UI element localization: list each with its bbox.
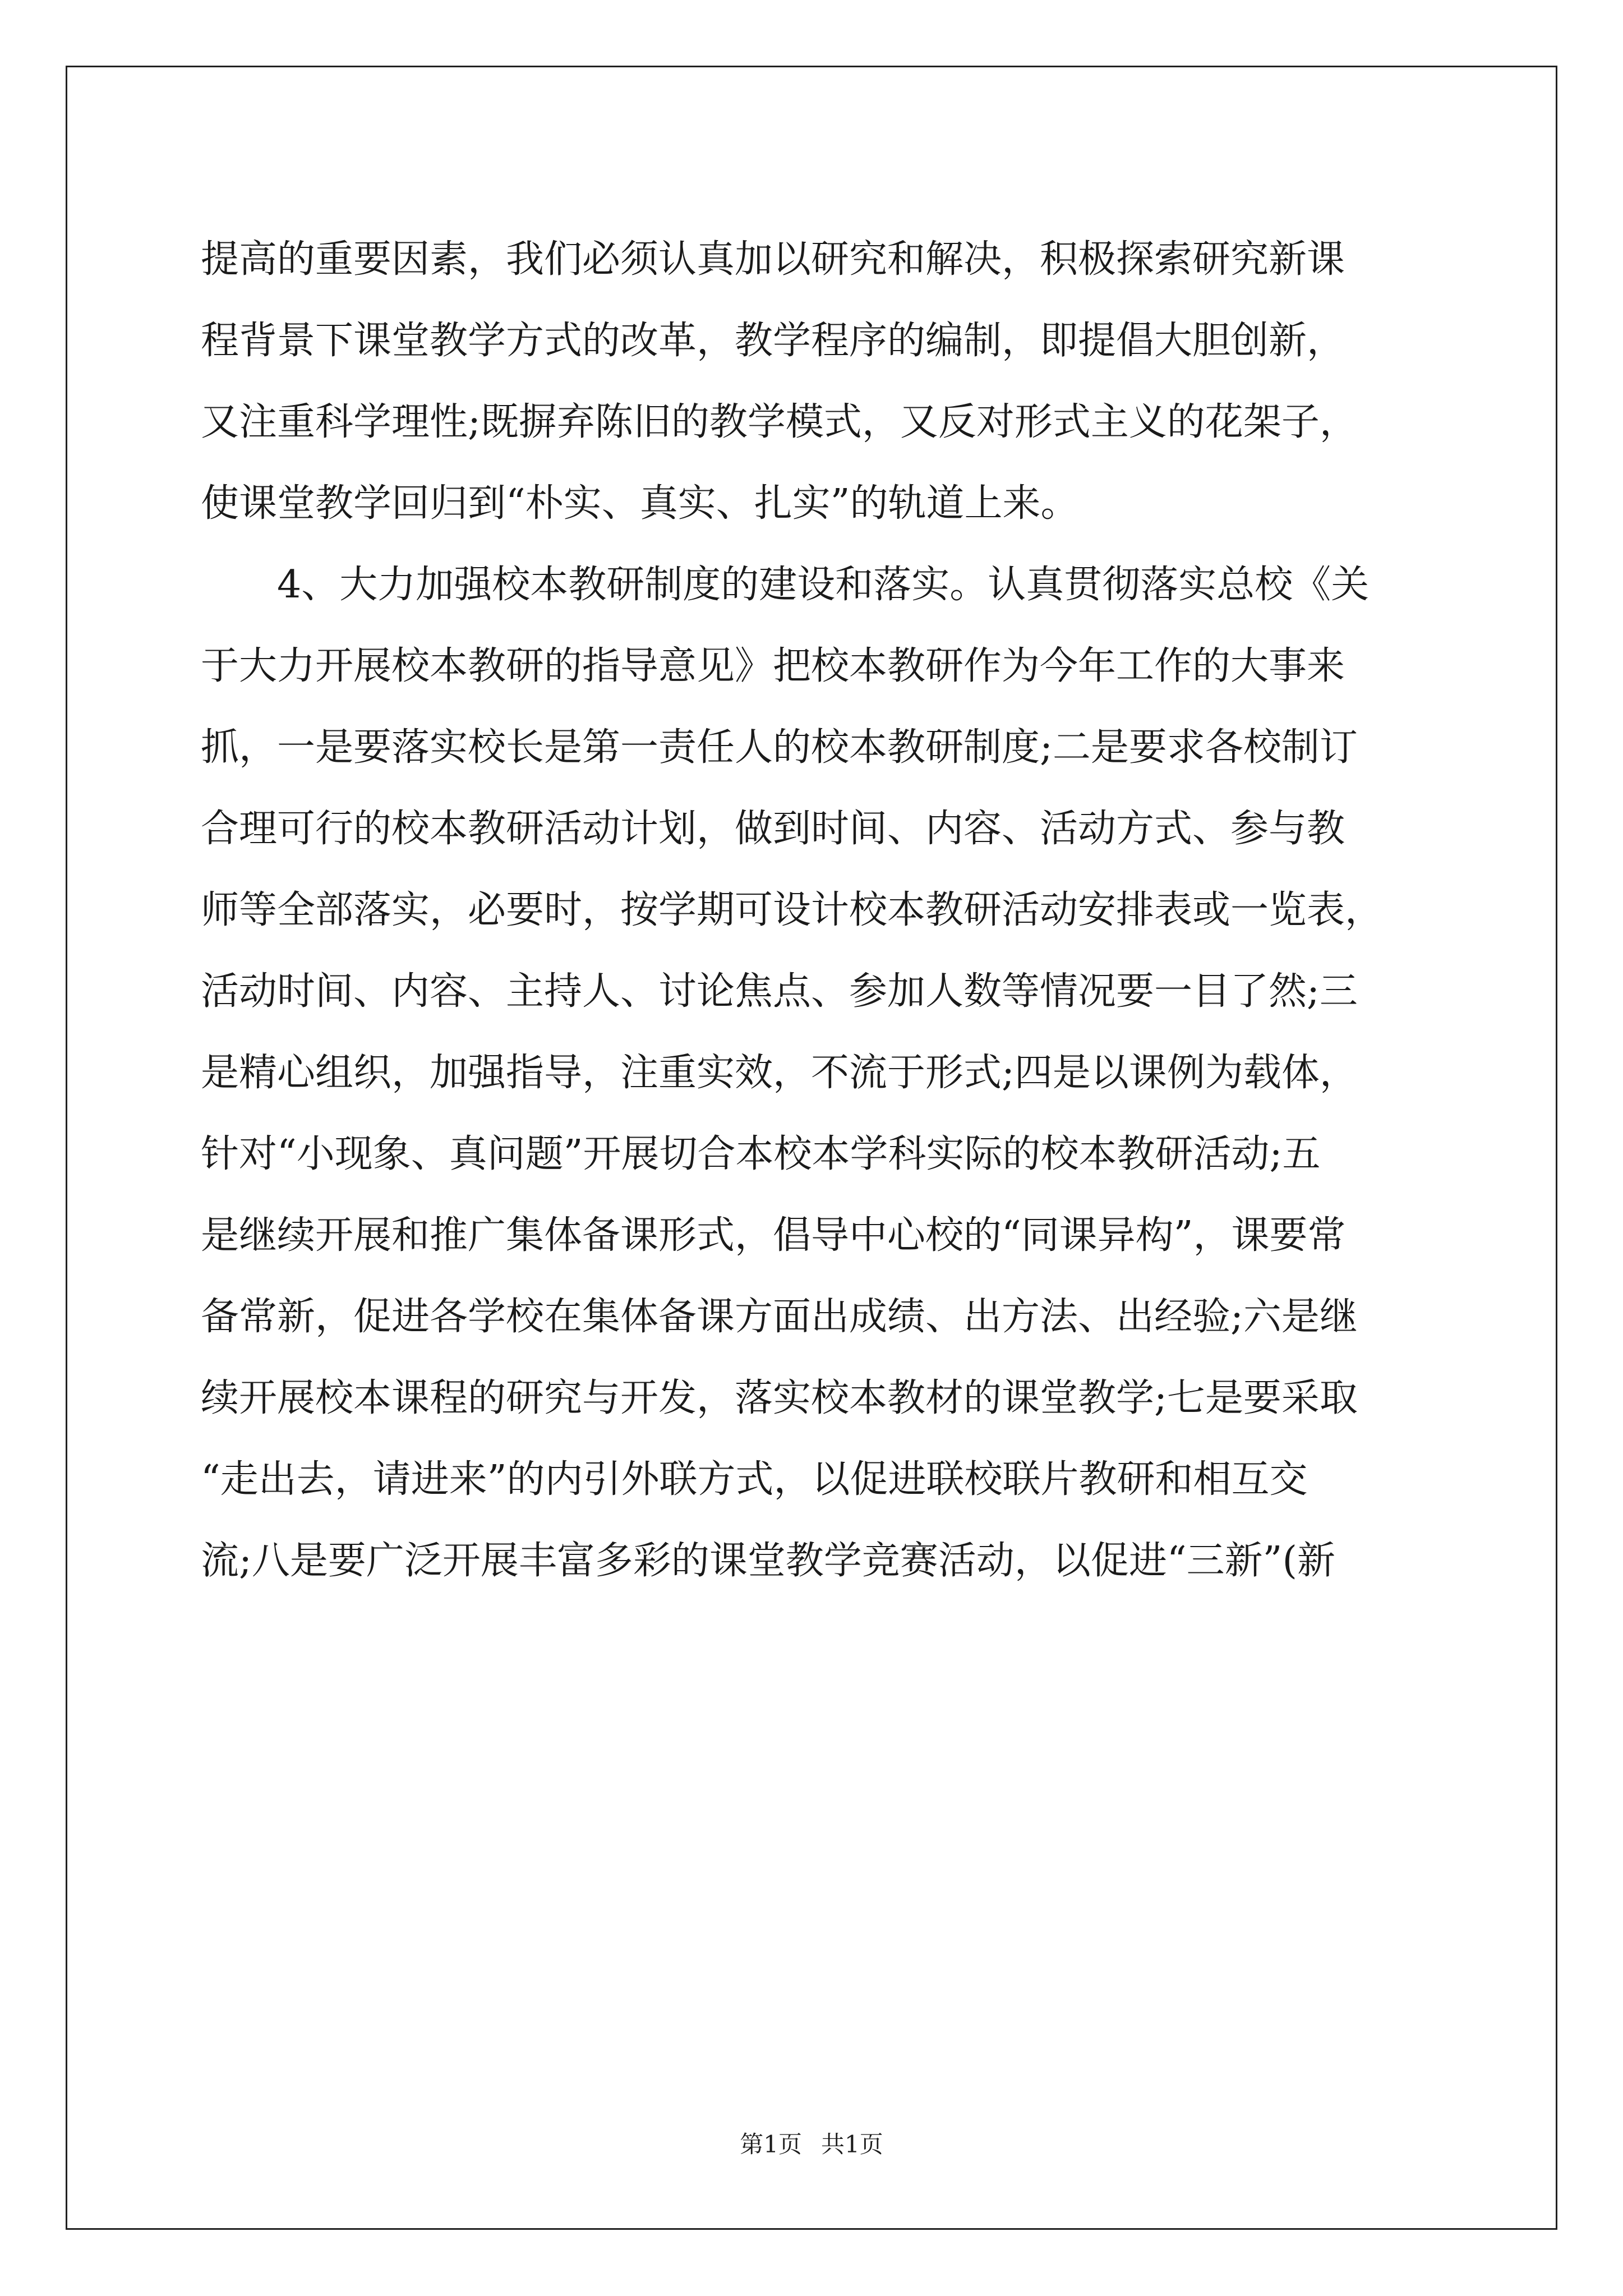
text-line: 是继续开展和推广集体备课形式，倡导中心校的“同课异构”，课要常 [201, 1213, 1346, 1258]
page-number: 第1页 [740, 2131, 802, 2158]
text-line: 合理可行的校本教研活动计划，做到时间、内容、活动方式、参与教 [201, 807, 1345, 851]
text-line: 师等全部落实，必要时，按学期可设计校本教研活动安排表或一览表， [201, 888, 1384, 932]
text-line: 针对“小现象、真问题”开展切合本校本学科实际的校本教研活动;五 [201, 1132, 1321, 1176]
paragraph-4-first-line: 4、大力加强校本教研制度的建设和落实。认真贯彻落实总校《关 [277, 563, 1370, 607]
text-line: 又注重科学理性;既摒弃陈旧的教学模式，又反对形式主义的花架子， [201, 400, 1358, 444]
page-total: 共1页 [821, 2131, 883, 2158]
text-line: 流;八是要广泛开展丰富多彩的课堂教学竞赛活动，以促进“三新”(新 [201, 1539, 1335, 1583]
text-line: 使课堂教学回归到“朴实、真实、扎实”的轨道上来。 [201, 481, 1079, 526]
text-line: 抓，一是要落实校长是第一责任人的校本教研制度;二是要求各校制订 [201, 725, 1358, 770]
text-line: 活动时间、内容、主持人、讨论焦点、参加人数等情况要一目了然;三 [201, 969, 1358, 1014]
text-line: 于大力开展校本教研的指导意见》把校本教研作为今年工作的大事来 [201, 644, 1345, 688]
text-line: “走出去，请进来”的内引外联方式，以促进联校联片教研和相互交 [201, 1457, 1308, 1502]
text-line: 备常新，促进各学校在集体备课方面出成绩、出方法、出经验;六是继 [201, 1295, 1358, 1339]
text-line: 程背景下课堂教学方式的改革，教学程序的编制，即提倡大胆创新， [201, 319, 1345, 363]
page-footer [0, 2126, 1623, 2160]
text-line: 提高的重要因素，我们必须认真加以研究和解决，积极探索研究新课 [201, 237, 1345, 282]
text-line: 是精心组织，加强指导，注重实效，不流于形式;四是以课例为载体， [201, 1051, 1358, 1095]
text-line: 续开展校本课程的研究与开发，落实校本教材的课堂教学;七是要采取 [201, 1376, 1358, 1420]
document-body [201, 219, 1429, 1602]
